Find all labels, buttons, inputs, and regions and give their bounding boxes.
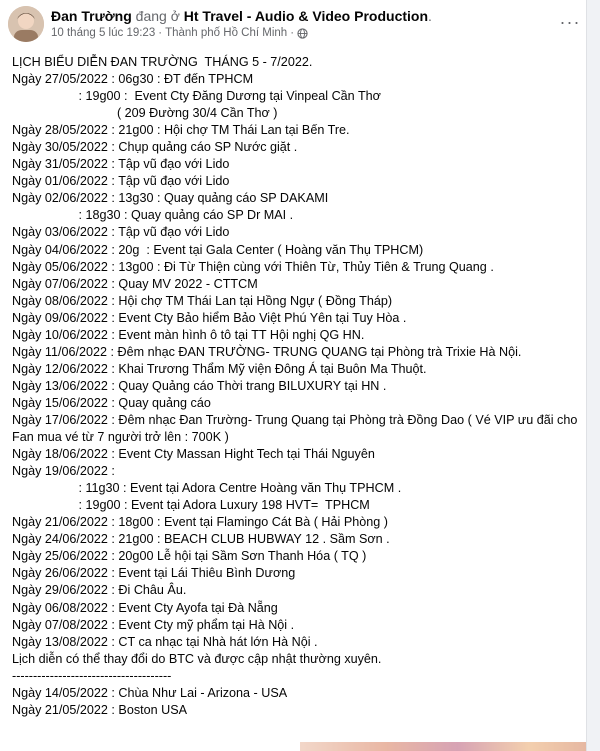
- author-name[interactable]: Đan Trường: [51, 8, 132, 24]
- post-text-line: Ngày 02/06/2022 : 13g30 : Quay quảng cáo SP DAKAMI: [12, 191, 329, 206]
- post-text-line: Ngày 25/06/2022 : 20g00 Lễ hội tại Sầm Sơn Thanh Hóa ( TQ ): [12, 549, 367, 564]
- post-text-line: Ngày 13/08/2022 : CT ca nhạc tại Nhà hát lớn Hà Nội .: [12, 634, 318, 649]
- place-link[interactable]: Ht Travel - Audio & Video Production: [183, 8, 429, 24]
- post-text-line: Ngày 07/08/2022 : Event Cty mỹ phẩm tại Hà Nội .: [12, 617, 295, 632]
- post-location[interactable]: Thành phố Hồ Chí Minh: [165, 27, 288, 39]
- globe-icon: [297, 28, 308, 39]
- place-suffix: .: [428, 8, 432, 24]
- meta-separator: ·: [158, 27, 163, 39]
- post-text-line: Ngày 30/05/2022 : Chụp quảng cáo SP Nước giặt .: [12, 140, 298, 155]
- post-text-line: Ngày 14/05/2022 : Chùa Như Lai - Arizona - USA: [12, 685, 288, 700]
- post-date[interactable]: 10 tháng 5 lúc 19:23: [51, 27, 156, 39]
- post-text-line: Ngày 09/06/2022 : Event Cty Bảo hiểm Bảo Việt Phú Yên tại Tuy Hòa .: [12, 310, 407, 325]
- post-text-line: --------------------------------------: [12, 668, 172, 683]
- post-photo-preview[interactable]: [300, 742, 586, 751]
- post-text-line: Ngày 27/05/2022 : 06g30 : ĐT đến TPHCM: [12, 72, 254, 87]
- post-text-line: LỊCH BIỂU DIỄN ĐAN TRƯỜNG THÁNG 5 - 7/2022.: [12, 55, 313, 69]
- post-text-line: Ngày 10/06/2022 : Event màn hình ô tô tại TT Hội nghị QG HN.: [12, 327, 365, 342]
- post-text-line: Ngày 26/06/2022 : Event tại Lái Thiêu Bình Dương: [12, 566, 296, 581]
- action-text: đang ở: [135, 8, 180, 24]
- post-text-line: Lịch diễn có thể thay đổi do BTC và được cập nhật thường xuyên.: [12, 651, 382, 666]
- post-text-line: : 11g30 : Event tại Adora Centre Hoàng văn Thụ TPHCM .: [12, 481, 402, 496]
- post-text-line: Ngày 11/06/2022 : Đêm nhạc ĐAN TRƯỜNG- TRUNG QUANG tại Phòng trà Trixie Hà Nội.: [12, 344, 522, 359]
- post-text-line: Ngày 07/06/2022 : Quay MV 2022 - CTTCM: [12, 276, 258, 291]
- post-text-line: Ngày 31/05/2022 : Tập vũ đạo với Lido: [12, 157, 230, 172]
- post-text-line: Ngày 21/05/2022 : Boston USA: [12, 702, 188, 717]
- more-options-button[interactable]: ···: [559, 11, 581, 32]
- post-text-line: Ngày 17/06/2022 : Đêm nhạc Đan Trường- Trung Quang tại Phòng trà Đồng Dao ( Vé VIP ưu đãi cho Fan mua vé từ 7 người trở lên : 700K ): [12, 412, 581, 445]
- post-body: [12, 54, 581, 719]
- post-text-line: Ngày 28/05/2022 : 21g00 : Hội chợ TM Thái Lan tại Bến Tre.: [12, 123, 350, 138]
- avatar[interactable]: [8, 6, 44, 42]
- post-text-line: Ngày 19/06/2022 :: [12, 464, 115, 479]
- post-text-line: Ngày 15/06/2022 : Quay quảng cáo: [12, 395, 211, 410]
- post-text-line: Ngày 12/06/2022 : Khai Trương Thẩm Mỹ viện Đông Á tại Buôn Ma Thuột.: [12, 361, 427, 376]
- post-text-line: Ngày 08/06/2022 : Hội chợ TM Thái Lan tại Hồng Ngự ( Đồng Tháp): [12, 293, 393, 308]
- post-text-line: : 19g00 : Event Cty Đăng Dương tại Vinpeal Cần Thơ: [12, 89, 381, 104]
- avatar-image: [8, 6, 44, 42]
- post-text-line: : 18g30 : Quay quảng cáo SP Dr MAI .: [12, 208, 294, 223]
- post-text-line: Ngày 06/08/2022 : Event Cty Ayofa tại Đà Nẵng: [12, 600, 278, 615]
- post-text-line: Ngày 24/06/2022 : 21g00 : BEACH CLUB HUBWAY 12 . Sầm Sơn .: [12, 532, 390, 547]
- post-text-line: Ngày 29/06/2022 : Đi Châu Âu.: [12, 583, 187, 598]
- post-text-line: Ngày 18/06/2022 : Event Cty Massan Hight Tech tại Thái Nguyên: [12, 447, 375, 462]
- post-text-line: Ngày 21/06/2022 : 18g00 : Event tại Flamingo Cát Bà ( Hải Phòng ): [12, 515, 388, 530]
- post-text-line: : 19g00 : Event tại Adora Luxury 198 HVT= TPHCM: [12, 498, 370, 513]
- post-text-line: Ngày 03/06/2022 : Tập vũ đạo với Lido: [12, 225, 230, 240]
- post-text-line: ( 209 Đường 30/4 Cần Thơ ): [12, 106, 278, 121]
- post-text-line: Ngày 04/06/2022 : 20g : Event tại Gala Center ( Hoàng văn Thụ TPHCM): [12, 242, 424, 257]
- post-text-line: Ngày 01/06/2022 : Tập vũ đạo với Lido: [12, 174, 230, 189]
- post-header: [0, 0, 586, 48]
- post-text-line: Ngày 13/06/2022 : Quay Quảng cáo Thời trang BILUXURY tại HN .: [12, 378, 387, 393]
- meta-separator-2: ·: [290, 27, 295, 39]
- post-text-line: Ngày 05/06/2022 : 13g00 : Đi Từ Thiện cùng với Thiên Từ, Thủy Tiên & Trung Quang .: [12, 259, 494, 274]
- post-meta: [51, 27, 308, 39]
- author-line: [51, 8, 432, 24]
